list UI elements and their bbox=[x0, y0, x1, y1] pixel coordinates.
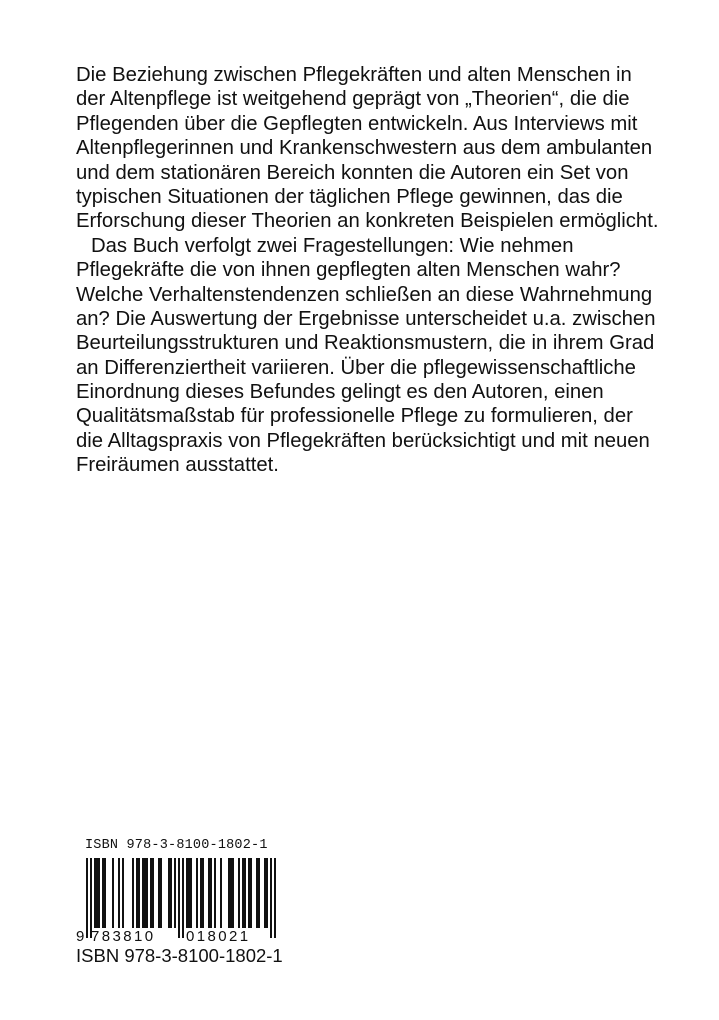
barcode-bar bbox=[94, 858, 100, 928]
barcode-bar bbox=[142, 858, 148, 928]
blurb-line: typischen Situationen der täglichen Pflege gewinnen, das die bbox=[76, 185, 623, 208]
barcode-guard-bar bbox=[90, 858, 92, 938]
barcode-bar bbox=[228, 858, 234, 928]
blurb-line: Welche Verhaltenstendenzen schließen an diese Wahrnehmung bbox=[76, 283, 653, 306]
barcode-bar bbox=[208, 858, 212, 928]
barcode-guard-bar bbox=[86, 858, 88, 938]
blurb-line: an Differenziertheit variieren. Über die pflegewissenschaftliche bbox=[76, 356, 636, 379]
barcode-guard-bar bbox=[182, 858, 184, 938]
barcode-digit-first: 9 bbox=[76, 928, 85, 945]
barcode-bar bbox=[168, 858, 172, 928]
blurb-line: Pflegekräfte die von ihnen gepflegten alten Menschen wahr? bbox=[76, 259, 621, 282]
barcode-bar bbox=[122, 858, 124, 928]
barcode-guard-bar bbox=[270, 858, 272, 938]
barcode-bar bbox=[256, 858, 260, 928]
blurb-line: Die Beziehung zwischen Pflegekräften und alten Menschen in bbox=[76, 64, 632, 86]
blurb-line: Pflegenden über die Gepflegten entwickeln. Aus Interviews mit bbox=[76, 112, 638, 135]
barcode-guard-bar bbox=[274, 858, 276, 938]
barcode-bar bbox=[112, 858, 114, 928]
blurb-line: Beurteilungsstrukturen und Reaktionsmustern, die in ihrem Grad bbox=[76, 332, 655, 355]
barcode-bar bbox=[248, 858, 252, 928]
back-cover-blurb bbox=[76, 63, 676, 478]
barcode-bar bbox=[132, 858, 134, 928]
barcode-bar bbox=[196, 858, 198, 928]
barcode-bar bbox=[174, 858, 176, 928]
barcode-bar bbox=[102, 858, 106, 928]
blurb-line: Einordnung dieses Befundes gelingt es den Autoren, einen bbox=[76, 381, 604, 404]
blurb-line: Qualitätsmaßstab für professionelle Pflege zu formulieren, der bbox=[76, 405, 633, 428]
blurb-line: und dem stationären Bereich konnten die Autoren ein Set von bbox=[76, 161, 629, 184]
barcode-bar bbox=[238, 858, 240, 928]
barcode-isbn-text: ISBN 978-3-8100-1802-1 bbox=[85, 838, 268, 853]
barcode-bar bbox=[220, 858, 222, 928]
barcode-bar bbox=[200, 858, 204, 928]
isbn-label: ISBN 978-3-8100-1802-1 bbox=[76, 945, 283, 966]
blurb-line: die Alltagspraxis von Pflegekräften berücksichtigt und mit neuen bbox=[76, 429, 650, 452]
barcode-bar bbox=[150, 858, 154, 928]
barcode-bar bbox=[136, 858, 140, 928]
blurb-line: Freiräumen ausstattet. bbox=[76, 454, 279, 477]
barcode-bar bbox=[118, 858, 120, 928]
barcode-bar bbox=[264, 858, 268, 928]
blurb-line: Das Buch verfolgt zwei Fragestellungen: Wie nehmen bbox=[91, 234, 574, 257]
barcode-bar bbox=[242, 858, 246, 928]
blurb-line: der Altenpflege ist weitgehend geprägt von „Theorien“, die die bbox=[76, 88, 630, 111]
barcode-bar bbox=[158, 858, 162, 928]
barcode-digits-left: 783810 bbox=[91, 928, 156, 945]
barcode-bar bbox=[214, 858, 216, 928]
barcode-bar bbox=[186, 858, 192, 928]
barcode-digits-right: 018021 bbox=[186, 928, 251, 945]
blurb-line: Altenpflegerinnen und Krankenschwestern aus dem ambulanten bbox=[76, 137, 653, 160]
barcode-guard-bar bbox=[178, 858, 180, 938]
blurb-line: an? Die Auswertung der Ergebnisse unterscheidet u.a. zwischen bbox=[76, 307, 656, 330]
blurb-line: Erforschung dieser Theorien an konkreten Beispielen ermöglicht. bbox=[76, 210, 659, 233]
